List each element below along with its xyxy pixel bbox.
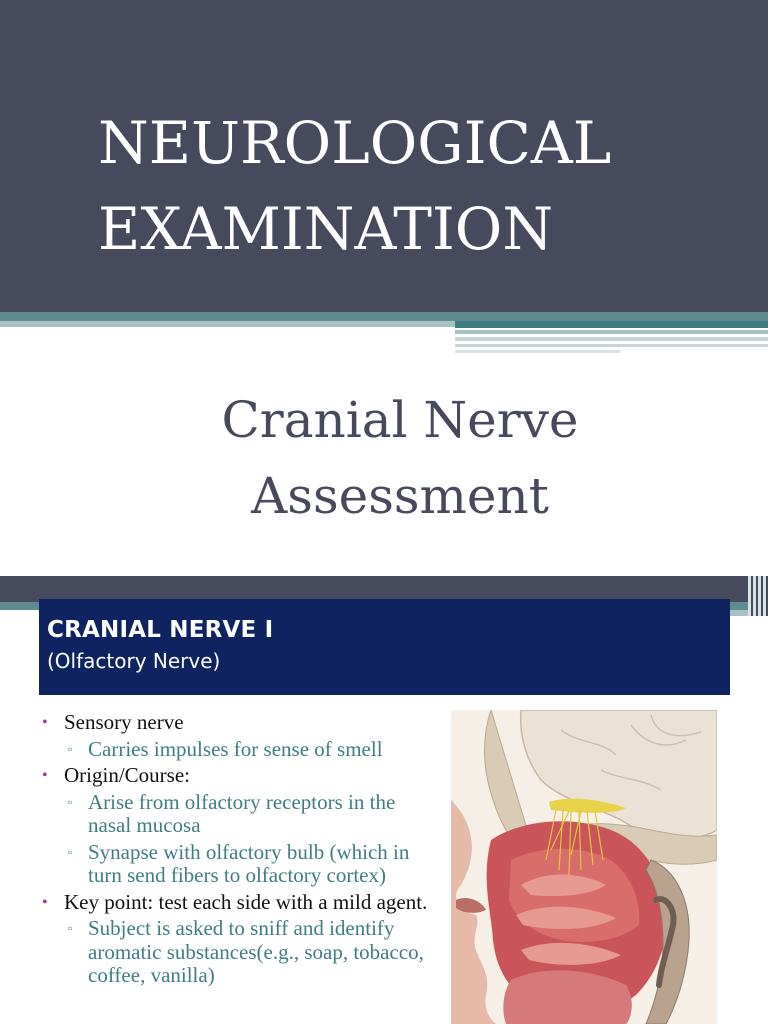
main-title bbox=[98, 100, 738, 272]
list-item-text: Arise from olfactory receptors in the nasal mucosa bbox=[88, 789, 396, 837]
square-bullet-icon: ▫ bbox=[68, 844, 73, 859]
list-item-text: Sensory nerve bbox=[64, 710, 184, 734]
list-item bbox=[42, 841, 442, 888]
bullet-icon: • bbox=[42, 767, 48, 784]
nasal-cavity-olfactory-anatomy-icon bbox=[451, 710, 717, 1024]
bullet-icon: • bbox=[42, 714, 48, 731]
divider-stripe bbox=[455, 321, 768, 328]
list-item bbox=[42, 791, 442, 838]
slide-header bbox=[39, 599, 730, 695]
list-item-text: Key point: test each side with a mild agent. bbox=[64, 889, 428, 914]
list-item bbox=[42, 917, 442, 988]
list-item-text: Subject is asked to sniff and identify aromatic substances(e.g., soap, tobacco, coffee, vanilla) bbox=[88, 916, 424, 987]
bullet-list bbox=[42, 711, 442, 991]
divider-stripe bbox=[748, 576, 768, 616]
list-item bbox=[42, 711, 442, 735]
list-item-text: Origin/Course: bbox=[64, 763, 190, 787]
slide-header-title: CRANIAL NERVE I bbox=[47, 617, 274, 643]
list-item bbox=[42, 738, 442, 762]
nasal-anatomy-illustration bbox=[451, 710, 717, 1024]
divider-stripe bbox=[455, 344, 768, 347]
subtitle-line-1: Cranial Nerve bbox=[221, 391, 579, 449]
list-item bbox=[42, 891, 442, 915]
divider-stripe bbox=[455, 337, 768, 341]
divider-stripe bbox=[455, 350, 620, 353]
list-item-text: Carries impulses for sense of smell bbox=[88, 736, 383, 761]
square-bullet-icon: ▫ bbox=[68, 741, 73, 756]
bullet-icon: • bbox=[42, 893, 48, 911]
subtitle bbox=[150, 382, 650, 534]
main-title-line-1: NEUROLOGICAL bbox=[98, 109, 612, 177]
subtitle-line-2: Assessment bbox=[251, 467, 549, 525]
square-bullet-icon: ▫ bbox=[68, 921, 73, 935]
divider-stripe bbox=[0, 321, 455, 327]
list-item-text: Synapse with olfactory bulb (which in turn send fibers to olfactory cortex) bbox=[88, 839, 410, 887]
divider-stripe bbox=[455, 330, 768, 334]
list-item bbox=[42, 764, 442, 788]
main-title-line-2: EXAMINATION bbox=[98, 195, 554, 263]
slide-header-subtitle: (Olfactory Nerve) bbox=[47, 649, 221, 673]
square-bullet-icon: ▫ bbox=[68, 794, 73, 809]
divider-stripe bbox=[0, 312, 768, 321]
